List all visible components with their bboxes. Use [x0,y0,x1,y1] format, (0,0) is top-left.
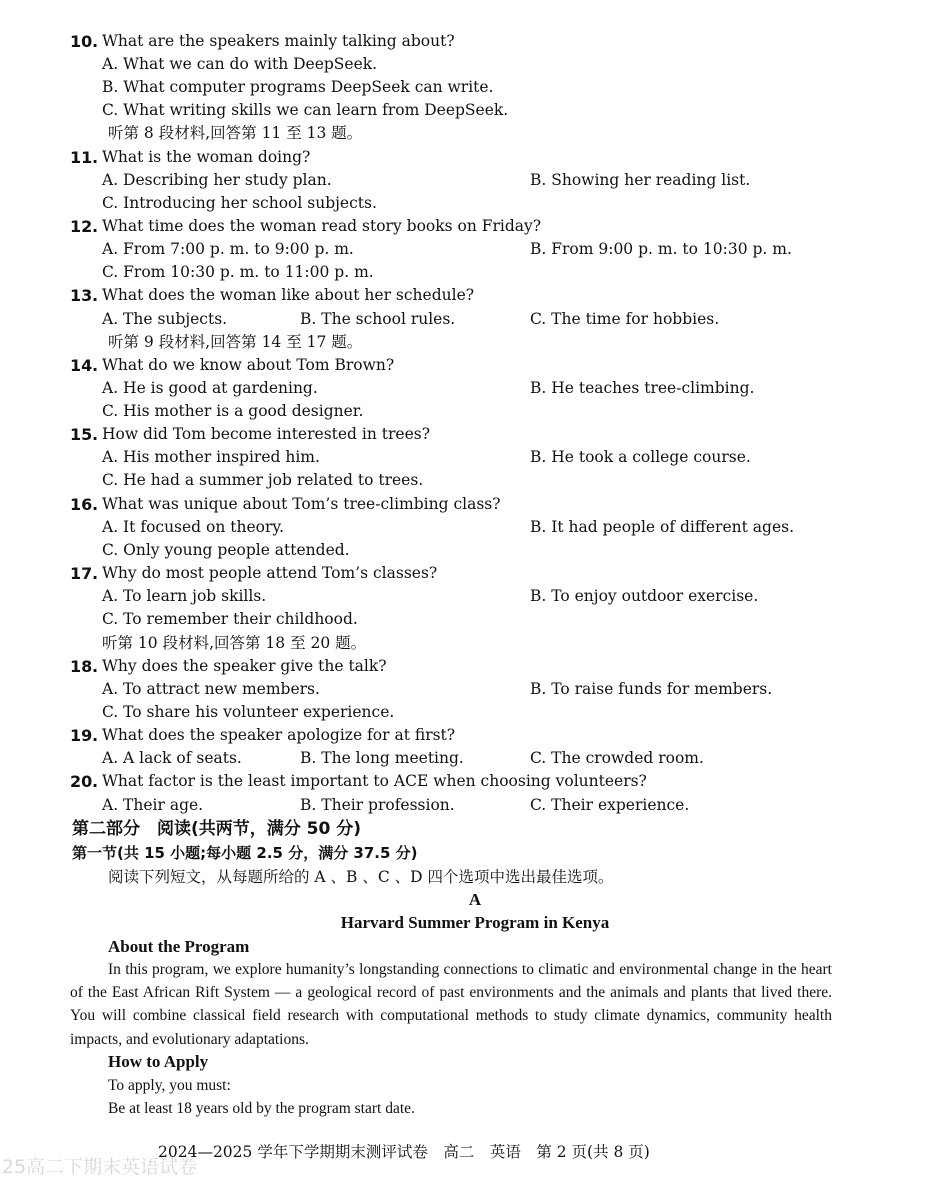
option-c: C. Their experience. [530,796,690,814]
option-b: B. Their profession. [300,796,455,814]
option-a: A. To learn job skills. [102,587,267,605]
question-17: 17 . Why do most people attend Tom’s classes? [70,564,438,583]
question-text: What do we know about Tom Brown? [102,356,395,374]
question-text: Why does the speaker give the talk? [102,657,387,675]
option-c: C. The crowded room. [530,749,704,767]
option-a: A. A lack of seats. [102,749,242,767]
question-number: 18 [70,657,93,676]
option-c: C. Only young people attended. [102,541,350,559]
question-text: What time does the woman read story books on Friday? [102,217,542,235]
option-b: B. What computer programs DeepSeek can write. [102,78,494,96]
question-20: 20 . What factor is the least important to ACE when choosing volunteers? [70,772,647,791]
question-number: 15 [70,425,93,444]
passage-title: Harvard Summer Program in Kenya [340,913,610,932]
option-c: C. The time for hobbies. [530,310,720,328]
question-text: What was unique about Tom’s tree-climbing class? [102,495,501,513]
about-paragraph: In this program, we explore humanity’s longstanding connections to climatic and environmental change in the heart of the East African Rift System — a geological record of past environments and the animals and plants that lived there. You will combine classical field research with computational methods to study climate dynamics, community health impacts, and evolutionary adaptations. [70,961,832,1048]
page-footer: 2024—2025 学年下学期期末测评试卷 高二 英语 第 2 页(共 8 页) [158,1143,650,1161]
option-a: A. To attract new members. [102,680,320,698]
question-19: 19 . What does the speaker apologize for at first? [70,726,456,745]
watermark: 25高二下期末英语试卷 [2,1156,198,1178]
option-b: B. He took a college course. [530,448,751,466]
about-heading: About the Program [108,937,250,956]
option-b: B. Showing her reading list. [530,171,751,189]
question-text: What are the speakers mainly talking about? [102,32,455,50]
question-number: 12 [70,217,93,236]
question-number: 13 [70,286,93,305]
reading-directions: 阅读下列短文，从每题所给的 A 、B 、C 、D 四个选项中选出最佳选项。 [108,868,614,886]
option-a: A. The subjects. [102,310,228,328]
option-b: B. The long meeting. [300,749,464,767]
question-text: How did Tom become interested in trees? [102,425,431,443]
option-a: A. His mother inspired him. [102,448,320,466]
question-14: 14 . What do we know about Tom Brown? [70,356,395,375]
question-16: 16 . What was unique about Tom’s tree-climbing class? [70,495,501,514]
question-text: What factor is the least important to ACE when choosing volunteers? [102,772,647,790]
option-b: B. To enjoy outdoor exercise. [530,587,759,605]
option-c: C. To share his volunteer experience. [102,703,395,721]
apply-requirement: Be at least 18 years old by the program start date. [108,1100,415,1117]
question-11: 11 . What is the woman doing? [70,148,311,167]
apply-heading: How to Apply [108,1052,209,1071]
question-number: 20 [70,772,93,791]
option-b: B. From 9:00 p. m. to 10:30 p. m. [530,240,792,258]
question-18: 18 . Why does the speaker give the talk? [70,657,387,676]
option-c: C. Introducing her school subjects. [102,194,377,212]
question-13: 13 . What does the woman like about her schedule? [70,286,475,305]
option-b: B. To raise funds for members. [530,680,773,698]
question-text: What is the woman doing? [102,148,311,166]
listening-instruction: 听第 9 段材料,回答第 14 至 17 题。 [108,333,363,351]
option-b: B. He teaches tree-climbing. [530,379,755,397]
question-number: 19 [70,726,93,745]
option-a: A. He is good at gardening. [102,379,318,397]
option-c: C. What writing skills we can learn from DeepSeek. [102,101,509,119]
listening-instruction: 听第 8 段材料,回答第 11 至 13 题。 [108,124,363,142]
passage-letter: A [468,890,482,909]
question-text: Why do most people attend Tom’s classes? [102,564,438,582]
option-c: C. He had a summer job related to trees. [102,471,424,489]
option-a: A. It focused on theory. [102,518,285,536]
question-number: 11 [70,148,93,167]
question-number: 10 [70,32,93,51]
option-a: A. Describing her study plan. [102,171,332,189]
option-b: B. It had people of different ages. [530,518,794,536]
question-12: 12 . What time does the woman read story books on Friday? [70,217,542,236]
listening-instruction: 听第 10 段材料,回答第 18 至 20 题。 [102,634,367,652]
option-c: C. From 10:30 p. m. to 11:00 p. m. [102,263,374,281]
section-title: 第一节(共 15 小题;每小题 2.5 分，满分 37.5 分) [72,844,418,862]
option-b: B. The school rules. [300,310,456,328]
question-text: What does the speaker apologize for at first? [102,726,456,744]
option-a: A. What we can do with DeepSeek. [102,55,378,73]
part-title: 第二部分 阅读(共两节，满分 50 分) [72,819,362,839]
question-15: 15 . How did Tom become interested in trees? [70,425,431,444]
question-text: What does the woman like about her schedule? [102,286,475,304]
option-a: A. From 7:00 p. m. to 9:00 p. m. [102,240,354,258]
question-number: 16 [70,495,93,514]
question-10: 10 . What are the speakers mainly talking about? [70,32,455,51]
apply-line: To apply, you must: [108,1077,231,1094]
option-c: C. His mother is a good designer. [102,402,364,420]
question-number: 14 [70,356,93,375]
option-c: C. To remember their childhood. [102,610,358,628]
question-number: 17 [70,564,93,583]
option-a: A. Their age. [102,796,204,814]
